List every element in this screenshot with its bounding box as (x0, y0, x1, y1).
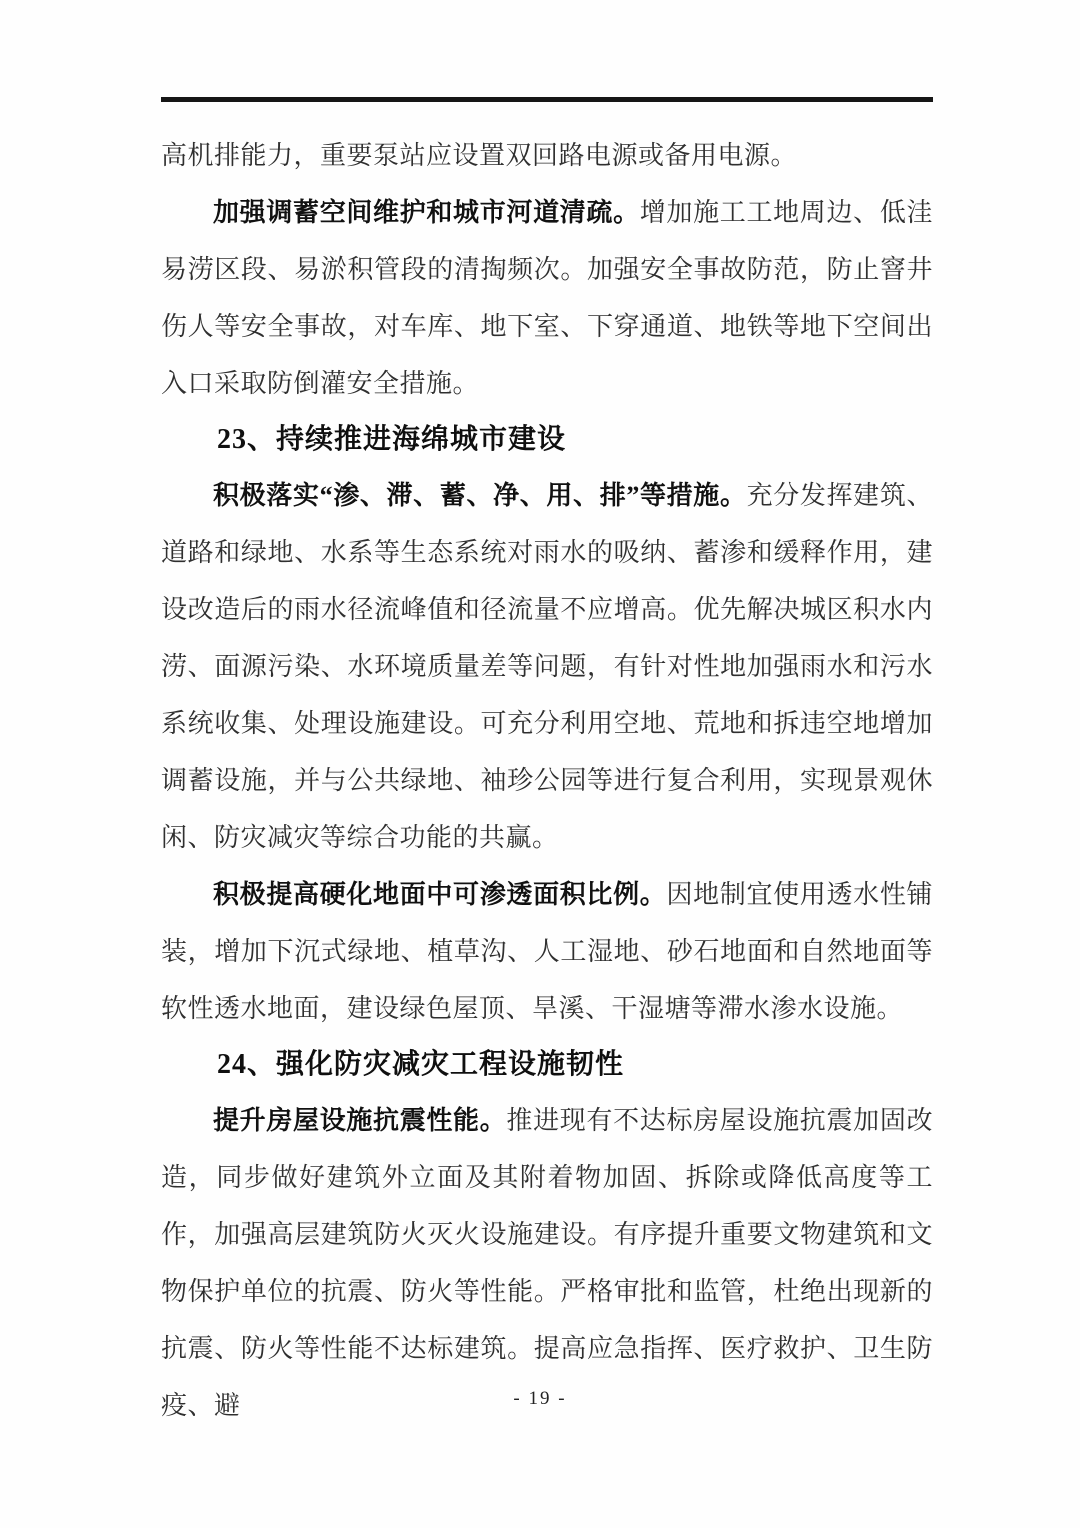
paragraph-seismic-resilience (161, 1092, 933, 1434)
document-body (161, 127, 933, 1434)
paragraph-permeable-surface-body: 因地制宜使用透水性铺装，增加下沉式绿地、植草沟、人工湿地、砂石地面和自然地面等软性透水地面，建设绿色屋顶、旱溪、干湿塘等滞水渗水设施。 (161, 880, 933, 1023)
paragraph-permeable-surface-lead: 积极提高硬化地面中可渗透面积比例。 (213, 880, 667, 909)
paragraph-sponge-measures-lead: 积极落实“渗、滞、蓄、净、用、排”等措施。 (213, 481, 747, 510)
paragraph-seismic-resilience-lead: 提升房屋设施抗震性能。 (213, 1106, 507, 1135)
paragraph-dredging-body: 增加施工工地周边、低洼易涝区段、易淤积管段的清掏频次。加强安全事故防范，防止窨井伤人等安全事故，对车库、地下室、下穿通道、地铁等地下空间出入口采取防倒灌安全措施。 (161, 198, 933, 398)
paragraph-sponge-measures (161, 467, 933, 866)
section-heading-23: 23、持续推进海绵城市建设 (217, 424, 567, 455)
paragraph-permeable-surface (161, 866, 933, 1037)
page-footer (0, 1388, 1080, 1410)
paragraph-seismic-resilience-body: 推进现有不达标房屋设施抗震加固改造，同步做好建筑外立面及其附着物加固、拆除或降低高度等工作，加强高层建筑防火灭火设施建设。有序提升重要文物建筑和文物保护单位的抗震、防火等性能。严格审批和监管，杜绝出现新的抗震、防火等性能不达标建筑。提高应急指挥、医疗救护、卫生防疫、避 (161, 1106, 933, 1420)
page-number: - 19 - (513, 1388, 567, 1409)
paragraph-continuation: 高机排能力，重要泵站应设置双回路电源或备用电源。 (161, 141, 798, 170)
paragraph-dredging (161, 184, 933, 412)
paragraph-sponge-measures-body: 充分发挥建筑、道路和绿地、水系等生态系统对雨水的吸纳、蓄渗和缓释作用，建设改造后的雨水径流峰值和径流量不应增高。优先解决城区积水内涝、面源污染、水环境质量差等问题，有针对性地加强雨水和污水系统收集、处理设施建设。可充分利用空地、荒地和拆违空地增加调蓄设施，并与公共绿地、袖珍公园等进行复合利用，实现景观休闲、防灾减灾等综合功能的共赢。 (161, 481, 933, 852)
header-rule (161, 97, 933, 102)
paragraph-dredging-lead: 加强调蓄空间维护和城市河道清疏。 (213, 198, 640, 227)
section-heading-24: 24、强化防灾减灾工程设施韧性 (217, 1049, 625, 1080)
